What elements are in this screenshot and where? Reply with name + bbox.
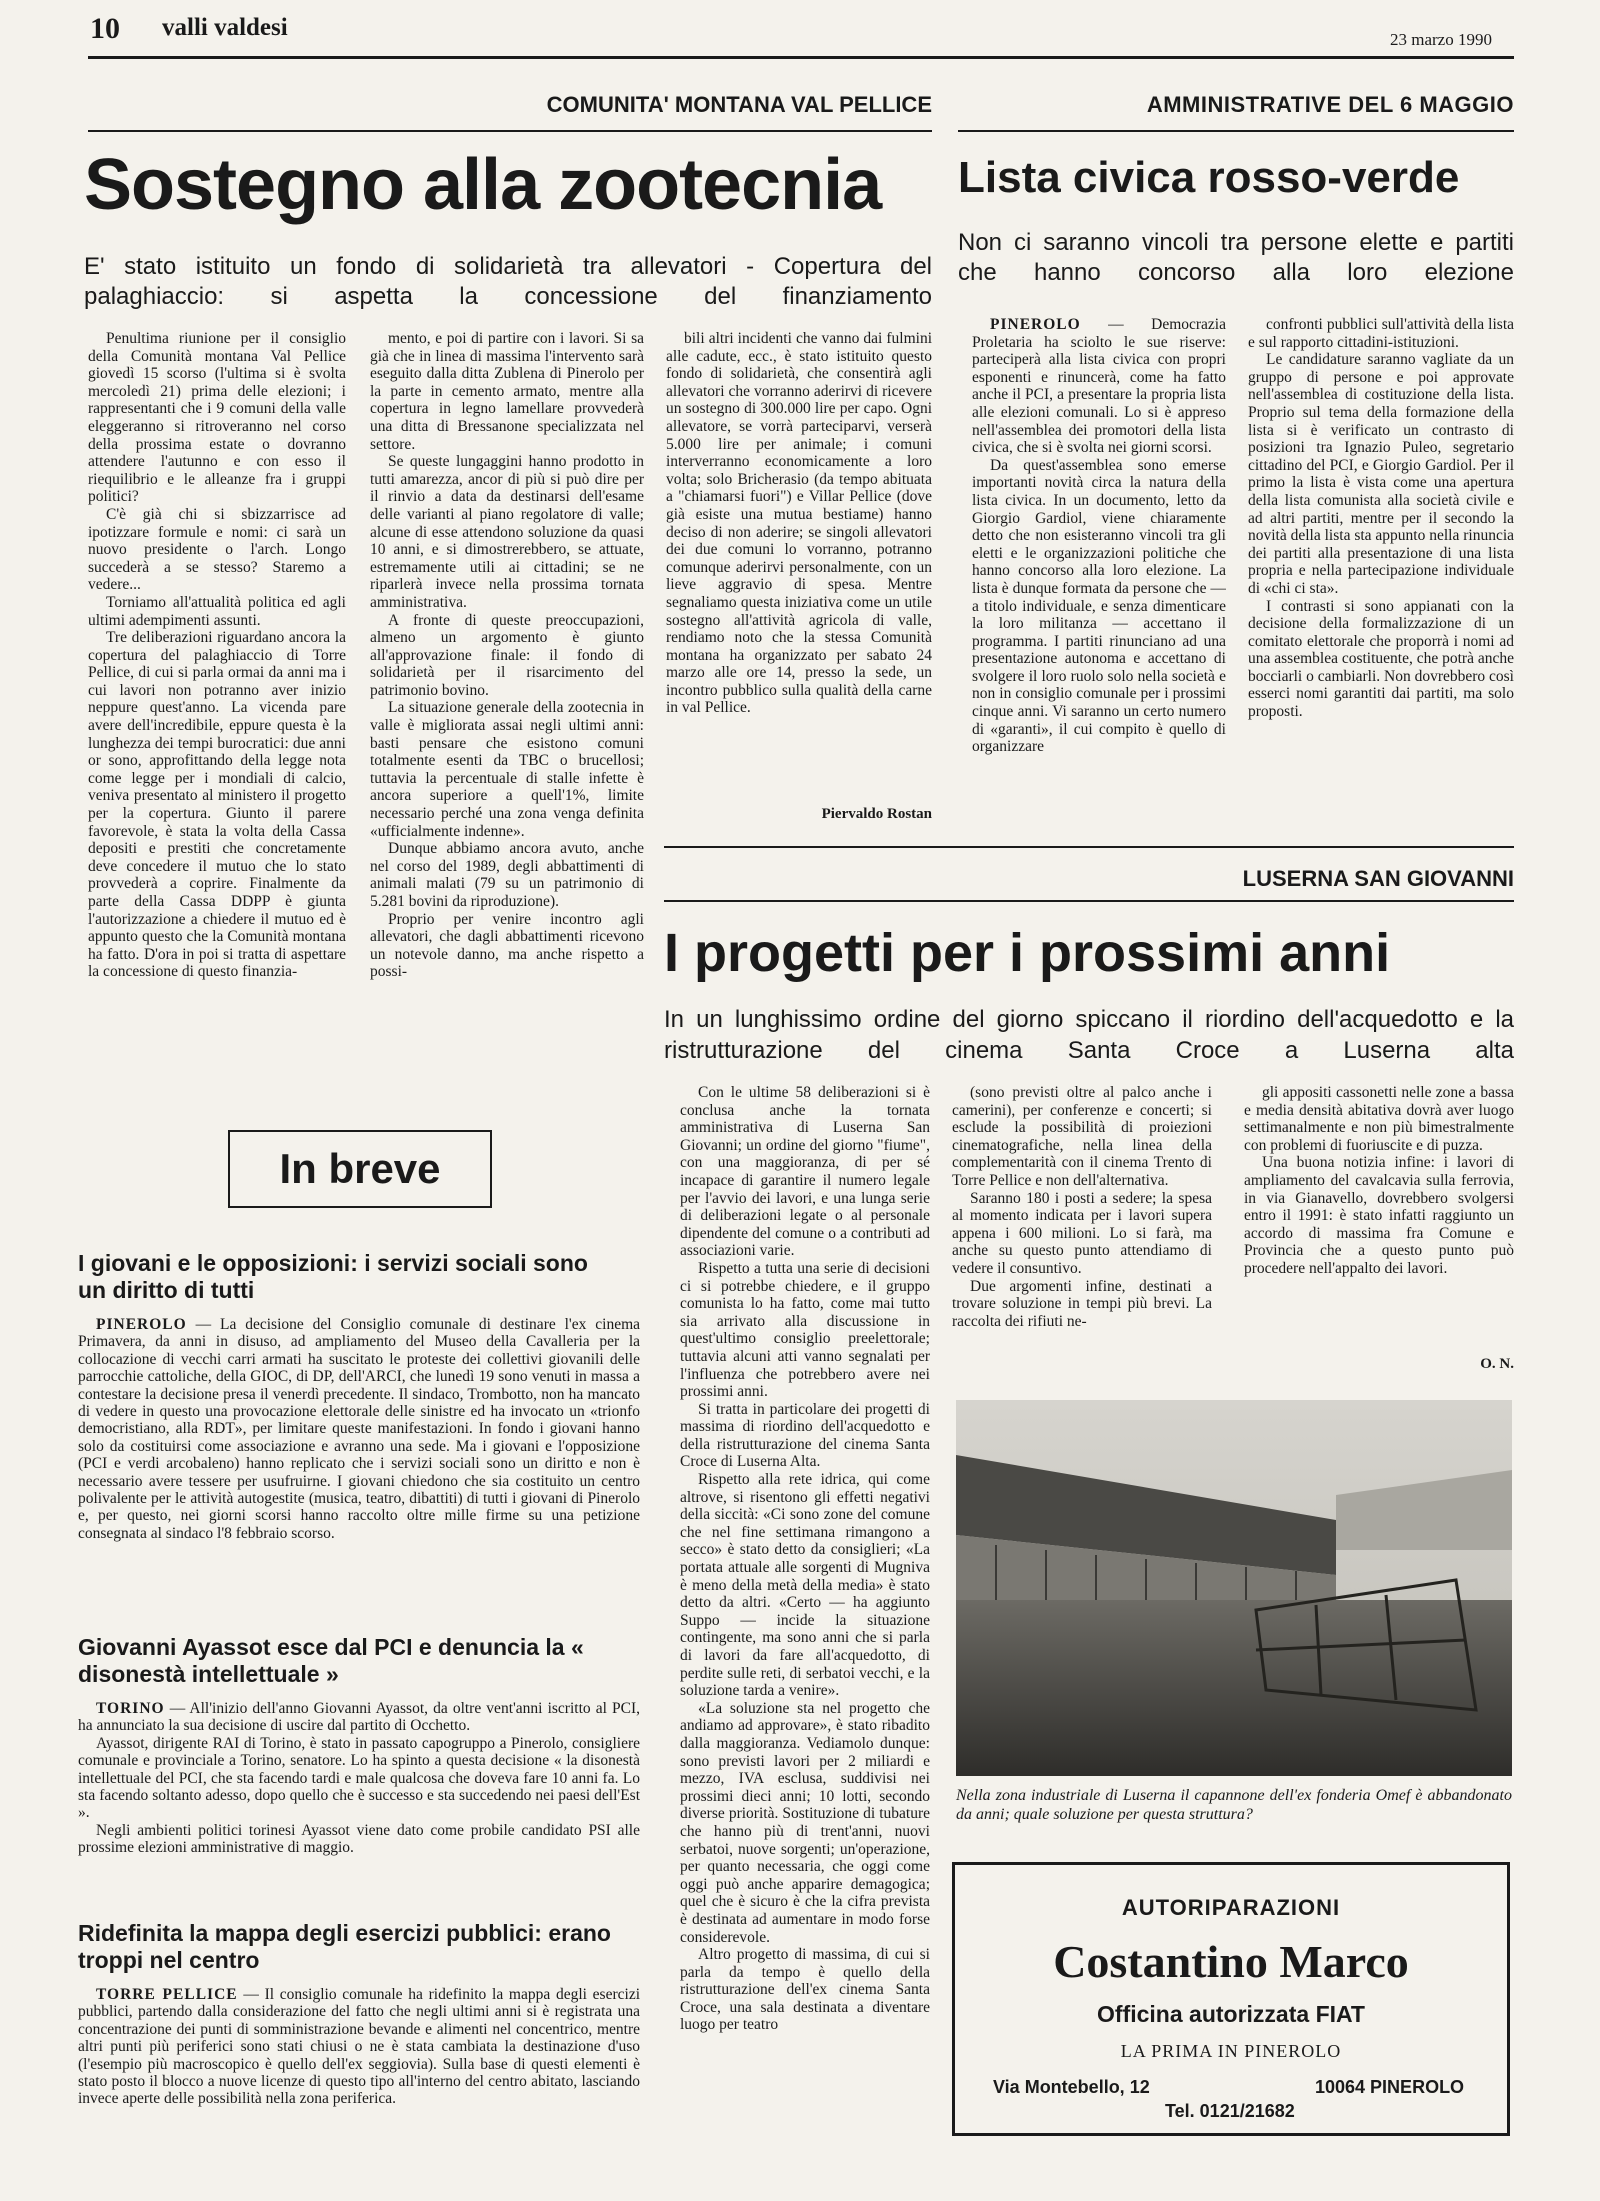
paragraph: Rispetto a tutta una serie di decisioni ci si potrebbe chiedere, e il gruppo comunista lo ha fatto, come mai tutto sia arrivato alla discussione in quest'ultimo consiglio preelettorale; tuttavia alcuni atti vanno segnalati per l'influenza che potrebbero avere nei prossimi anni. (680, 1259, 930, 1401)
paragraph: Da quest'assemblea sono emerse importanti novità circa la natura della lista civica. In un documento, letto da Giorgio Gardiol, viene chiaramente detto che non esisteranno vincoli tra gli eletti e le organizzazioni politiche che hanno concorso alla loro elezione. La lista è dunque formata da persone che — a titolo individuale, e senza dimenticare la loro militanza — accettano il programma. I partiti rinunciano ad una presentazione autonoma e accettano di svolgere il loro ruolo solo nella società e non in consiglio comunale per i prossimi cinque anni. Vi saranno un certo numero di «garanti», il cui compito è quello di organizzare (972, 456, 1226, 756)
masthead-rule (88, 56, 1514, 59)
in-breve-label: In breve (228, 1130, 492, 1208)
brief-title-1: I giovani e le opposizioni: i servizi sociali sono un diritto di tutti (78, 1250, 588, 1303)
paragraph: Proprio per venire incontro agli allevatori, che dagli abbattimenti ricevono un notevole danno, ma anche rispetto a possi- (370, 910, 644, 981)
article-photo (956, 1400, 1512, 1776)
dateline: TORRE PELLICE (96, 1986, 238, 2003)
paragraph-text: — All'inizio dell'anno Giovanni Ayassot, da oltre vent'anni iscritto al PCI, ha annunciato la sua decisione di uscire dal partito di Occhetto. (78, 1700, 640, 1735)
right-bottom-column-2 (952, 1084, 1212, 1374)
paragraph: Negli ambienti politici torinesi Ayassot viene dato come probile candidato PSI alle prossime elezioni amministrative di maggio. (78, 1821, 640, 1857)
paragraph: Si tratta in particolare dei progetti di massima di riordino dell'acquedotto e della ristrutturazione del cinema Santa Croce di Luserna Alta. (680, 1400, 930, 1471)
paragraph: La situazione generale della zootecnia in valle è migliorata assai negli ultimi anni: basti pensare che esistono comuni totalmente esenti da TBC o brucellosi; tuttavia la percentuale di stalle infette è ancora superiore a quell'1%, limite necessario perché una zona venga definita «ufficialmente indenne». (370, 699, 644, 840)
paragraph-text: — Il consiglio comunale ha ridefinito la mappa degli esercizi pubblici, partendo dalla considerazione del fatto che negli ultimi anni si è registrata una concentrazione dei punti di somministrazione bevande e alimenti nel concentrico, mentre altri punti più periferici sono stati chiusi o ne è stata cambiata la destinazione d'uso (l'esempio più macroscopico è quello dell'ex seggiovia). Sulla base di questi elementi è stato posto il blocco a nuove licenze di questo tipo all'interno del centro abitato, lasciando invece aperte delle possibilità nella zona periferica. (78, 1986, 641, 2108)
section-label-right-bottom: LUSERNA SAN GIOVANNI (1242, 866, 1514, 891)
headline-right-top: Lista civica rosso-verde (958, 153, 1460, 202)
paper-name: valli valdesi (162, 14, 288, 41)
paragraph-text: — La decisione del Consiglio comunale di destinare l'ex cinema Primavera, da anni in disuso, ad ampliamento del Museo della Cavalleria per la collocazione di vecchi carri armati ha suscitato le proteste dei collettivi giovanili delle parrocchie cattoliche, della GIOC, di DP, dell'ARCI, che lunedì 19 sono venuti in massa a contestare la decisione presa il venerdì precedente. Il sindaco, Trombotto, non ha mancato di vedere in questo una provocazione elettorale delle sinistre ed ha invocato un «trionfo democristiano, alla RDT», per limitare queste manifestazioni. In fondo i giovani hanno solo da costituirsi come associazione e avranno una sede. Ma i giovani e l'opposizione (PCI e verdi arcobaleno) hanno replicato che i servizi sociali sono un diritto e non è necessario avere tessere per usufruirne. I giovani chiedono che sia costituito un centro polivalente per le attività autogestite (musica, teatro, dibattiti) di tutti i giovani di Pinerolo e, per questo, nei giorni scorsi hanno raccolto oltre mille firme su una petizione consegnata al sindaco l'8 febbraio scorso. (78, 1316, 641, 1542)
right-top-column-1 (972, 316, 1226, 836)
section-rule-right-top (958, 130, 1514, 132)
ad-tagline: Officina autorizzata FIAT (1097, 2001, 1365, 2027)
photo-illustration (956, 1400, 1512, 1776)
right-top-column-2 (1248, 316, 1514, 836)
photo-caption: Nella zona industriale di Luserna il capannone dell'ex fonderia Omef è abbandonato da anni; quale soluzione per questa struttura? (956, 1787, 1512, 1823)
subheadline-left: E' stato istituito un fondo di solidarietà tra allevatori - Copertura del palaghiaccio: si aspetta la concessione del finanziamento (84, 253, 932, 310)
paragraph: A fronte di queste preoccupazioni, almeno un argomento è giunto all'approvazione finale: il fondo di solidarietà per il risarcimento del patrimonio bovino. (370, 611, 644, 699)
ad-city: 10064 PINEROLO (1315, 2077, 1465, 2097)
paragraph: Se queste lungaggini hanno prodotto in tutti amarezza, ancor di più si può dire per il rinvio a data da destinarsi dell'esame delle varianti al piano regolatore di valle; alcune di esse attendono soluzione da quasi 10 anni, e si dimostrerebbero, se attuate, estremamente utili ai cittadini; se ne riparlerà invece nella prossima tornata amministrativa. (370, 453, 644, 611)
paragraph: Con le ultime 58 deliberazioni si è conclusa anche la tornata amministrativa di Luserna San Giovanni; un ordine del giorno "fiume", con una maggioranza, di per sé incapace di garantire il numero legale per l'avvio dei lavori, e una lunga serie di deliberazioni legate o al personale dipendente del comune o a contributi ad associazioni varie. (680, 1084, 930, 1260)
paragraph: I contrasti si sono appianati con la decisione della formalizzazione di un comitato elettorale che proporrà i nomi ad una assemblea costituente, che potrà anche bocciarli o cambiarli. Non dovrebbero così esserci nomi garantiti dai partiti, ma solo proposti. (1248, 597, 1514, 721)
paragraph: Rispetto alla rete idrica, qui come altrove, si risentono gli effetti negativi della siccità: «Ci sono zone del comune che nel fine settimana rimangono a secco» è stato detto da consiglieri; «La portata attuale alle sorgenti di Mugniva è meno della metà della media» è stato detto da altri. «Certo — ha aggiunto Suppo — incide la situazione contingente, ma sono anni che si parla di lavori da fare all'acquedotto, di perdite sulle reti, di serbatoi vecchi, e la soluzione tarda a venire». (680, 1471, 930, 1700)
paragraph (972, 316, 1226, 457)
section-label-left: COMUNITA' MONTANA VAL PELLICE (546, 92, 932, 117)
paragraph: Ayassot, dirigente RAI di Torino, è stato in passato capogruppo a Pinerolo, consigliere comunale e provinciale a Torino, senatore. Lo ha spinto a questa decisione « la disonestà intellettuale del PCI, che sta facendo tardi e male qualcosa che doveva fare 10 anni fa. Lo sta facendo soltanto adesso, dopo quello che è successo e sta succedendo nei paesi dell'Est ». (78, 1734, 640, 1822)
paragraph: «La soluzione sta nel progetto che andiamo ad approvare», è stato ribadito dalla maggioranza. Vediamolo dunque: sono previsti lavori per 2 miliardi e mezzo, IVA esclusa, suddivisi nei prossimi dieci anni; 10 lotti, secondo diverse priorità. Sostituzione di tubature che hanno più di trent'anni, nuovi serbatoi, nuove sorgenti; un'operazione, per quanto necessaria, che oggi come oggi può anche apparire demagogica; quel che è sicuro è che la cifra prevista è destinata ad aumentare in modo forse considerevole. (680, 1699, 930, 1946)
paragraph: Le candidature saranno vagliate da un gruppo di persone e poi approvate nell'assemblea di costituzione della lista. Proprio sul tema della formazione della lista si è verificato un contrasto di posizioni tra Ignazio Puleo, segretario cittadino del PCI, e Giorgio Gardiol. Per il primo la lista è vista come una apertura della lista comunista alla società civile e ad altri partiti, mentre per il secondo la novità della lista sta appunto nella rinuncia dei partiti alla presentazione di una lista propria e nella partecipazione individuale di «chi ci sta». (1248, 351, 1514, 597)
dateline: TORINO (96, 1700, 165, 1717)
brief-text-2 (78, 1700, 640, 1857)
dateline: PINEROLO (990, 316, 1081, 333)
paragraph: confronti pubblici sull'attività della lista e sul rapporto cittadini-istituzioni. (1248, 316, 1514, 351)
paragraph: Torniamo all'attualità politica ed agli ultimi adempimenti assunti. (88, 593, 346, 629)
section-label-right-top: AMMINISTRATIVE DEL 6 MAGGIO (1146, 92, 1514, 117)
subheadline-right-top: Non ci saranno vincoli tra persone elette e partiti che hanno concorso alla loro elezione (958, 229, 1514, 286)
dateline: PINEROLO (96, 1316, 187, 1333)
ad-phone: Tel. 0121/21682 (1165, 2101, 1295, 2121)
brief-text-1 (78, 1316, 640, 1542)
right-bottom-column-3 (1244, 1084, 1514, 1344)
divider-right (664, 846, 1514, 848)
paragraph (78, 1986, 640, 2108)
paragraph: gli appositi cassonetti nelle zone a bassa e media densità abitativa dovrà aver luogo settimanalmente e non più bimestralmente con problemi di fuoriuscite e di puzza. (1244, 1084, 1514, 1154)
paragraph: bili altri incidenti che vanno dai fulmini alle cadute, ecc., è stato istituito questo fondo di solidarietà, che consentirà agli allevatori che vorranno aderirvi di ricevere un sostegno di 300.000 lire per capo. Ogni allevatore, se vorrà parteciparvi, verserà 5.000 lire per animale; i comuni interverranno economicamente a loro volta; solo Bricherasio (da tempo abituata a "chiamarsi fuori") e Villar Pellice (dove già esiste una mutua bestiame) hanno deciso di non aderire; se singoli allevatori dei due comuni lo vorranno, potranno comunque aderirvi personalmente, con un lieve aggravio di spesa. Mentre segnaliamo questa iniziativa come un utile sostegno all'attività agricola di valle, rendiamo noto che la stessa Comunità montana ha organizzato per sabato 24 marzo alle ore 14, presso la sede, un incontro pubblico sulla qualità della carne in val Pellice. (666, 330, 932, 717)
paragraph: Dunque abbiamo ancora avuto, anche nel corso del 1989, degli abbattimenti di animali malati (79 su un patrimonio di 5.281 bovini da riproduzione). (370, 840, 644, 910)
paragraph: Saranno 180 i posti a sedere; la spesa al momento indicata per i lavori supera appena i 600 milioni. Lo si farà, ma anche su questo punto attendiamo di vedere il consuntivo. (952, 1189, 1212, 1277)
paragraph-text: — Democrazia Proletaria ha sciolto le sue riserve: parteciperà alla lista civica con propri esponenti e rinuncerà, come ha fatto anche il PCI, a presentare la propria lista alle elezioni comunali. Lo si è appreso nell'assemblea dei promotori della lista civica, che si è svolta nei giorni scorsi. (972, 316, 1226, 457)
section-rule-left (88, 130, 932, 132)
ad-business-name: Costantino Marco (1053, 1936, 1409, 1987)
signature-left: Piervaldo Rostan (821, 806, 932, 822)
right-bottom-column-1 (680, 1084, 930, 2144)
headline-right-bottom: I progetti per i prossimi anni (664, 923, 1391, 983)
paragraph: Tre deliberazioni riguardano ancora la copertura del palaghiaccio di Torre Pellice, di cui si parla ormai da anni ma i cui lavori non potranno aver inizio neppure quest'anno. La vicenda pare avere dell'incredibile, eppure questa è la lunghezza dei tempi burocratici: due anni or sono, approfittando della legge nota come legge per i mondiali di calcio, veniva presentato al ministero il progetto per la copertura. Giunto il parere favorevole, è stata la volta della Cassa depositi e prestiti che concretamente deve concedere il mutuo che lo stato provvederà a coprire. Finalmente da parte della Cassa DDPP è giunta l'autorizzazione a chiedere il mutuo ed è appunto questo che la Comunità montana ha fatto. D'ora in poi si tratta di aspettare la concessione di questo finanzia- (88, 629, 346, 981)
advertisement-box (952, 1862, 1510, 2136)
left-article-column-3 (666, 330, 932, 800)
paragraph: Una buona notizia infine: i lavori di ampliamento del cavalcavia sulla ferrovia, in via Gianavello, dovrebbero svolgersi entro il 1991: è stato infatti raggiunto un accordo di massima fra Comune e Provincia che a questo punto può procedere nell'appalto dei lavori. (1244, 1154, 1514, 1277)
paragraph (78, 1700, 640, 1735)
paragraph (78, 1316, 640, 1542)
paragraph: Altro progetto di massima, di cui si parla da tempo è quello della ristrutturazione dell'ex cinema Santa Croce, una sala destinata a diventare luogo per teatro (680, 1946, 930, 2034)
paragraph: Due argomenti infine, destinati a trovare soluzione in tempi più brevi. La raccolta dei rifiuti ne- (952, 1277, 1212, 1330)
ad-address: Via Montebello, 12 (993, 2077, 1150, 2097)
brief-text-3 (78, 1986, 640, 2108)
left-article-column-1 (88, 330, 346, 1060)
brief-title-2: Giovanni Ayassot esce dal PCI e denuncia la « disonestà intellettuale » (78, 1634, 584, 1687)
brief-title-3: Ridefinita la mappa degli esercizi pubblici: erano troppi nel centro (78, 1920, 611, 1973)
ad-slogan: LA PRIMA IN PINEROLO (1120, 2041, 1342, 2061)
headline-left: Sostegno alla zootecnia (84, 145, 882, 225)
left-article-column-2 (370, 330, 644, 1060)
paragraph: mento, e poi di partire con i lavori. Si sa già che in linea di massima l'intervento sarà eseguito dalla ditta Zublena di Pinerolo per la parte in cemento armato, mentre alla copertura in legno lamellare provvederà una ditta di Bressanone specializzata nel settore. (370, 330, 644, 453)
signature-right-bottom: O. N. (1480, 1356, 1514, 1372)
subheadline-right-bottom: In un lunghissimo ordine del giorno spiccano il riordino dell'acquedotto e la ristrutturazione del cinema Santa Croce a Luserna alta (664, 1006, 1514, 1064)
ad-heading: AUTORIPARAZIONI (1121, 1895, 1341, 1920)
section-rule-right-bottom (664, 900, 1514, 902)
paragraph: Penultima riunione per il consiglio della Comunità montana Val Pellice giovedì 15 scorso (l'ultima si è svolta mercoledì 21) prima delle elezioni; i rappresentanti che i 9 comuni della valle eleggeranno si ritroveranno nel corso della prossima estate o dovranno attendere l'autunno e con esso il riequilibrio e le alleanze fra i gruppi politici? (88, 330, 346, 506)
paragraph: (sono previsti oltre al palco anche i camerini), per conferenze e concerti; si esclude la possibilità di proiezioni cinematografiche, nella linea della complementarità con il cinema Trento di Torre Pellice e non dell'alternativa. (952, 1084, 1212, 1189)
page-number: 10 (90, 12, 120, 45)
issue-date: 23 marzo 1990 (1390, 30, 1492, 49)
paragraph: C'è già chi si sbizzarrisce ad ipotizzare formule e nomi: ci sarà un nuovo presidente o l'arch. Longo succederà a se stesso? Staremo a vedere... (88, 505, 346, 594)
